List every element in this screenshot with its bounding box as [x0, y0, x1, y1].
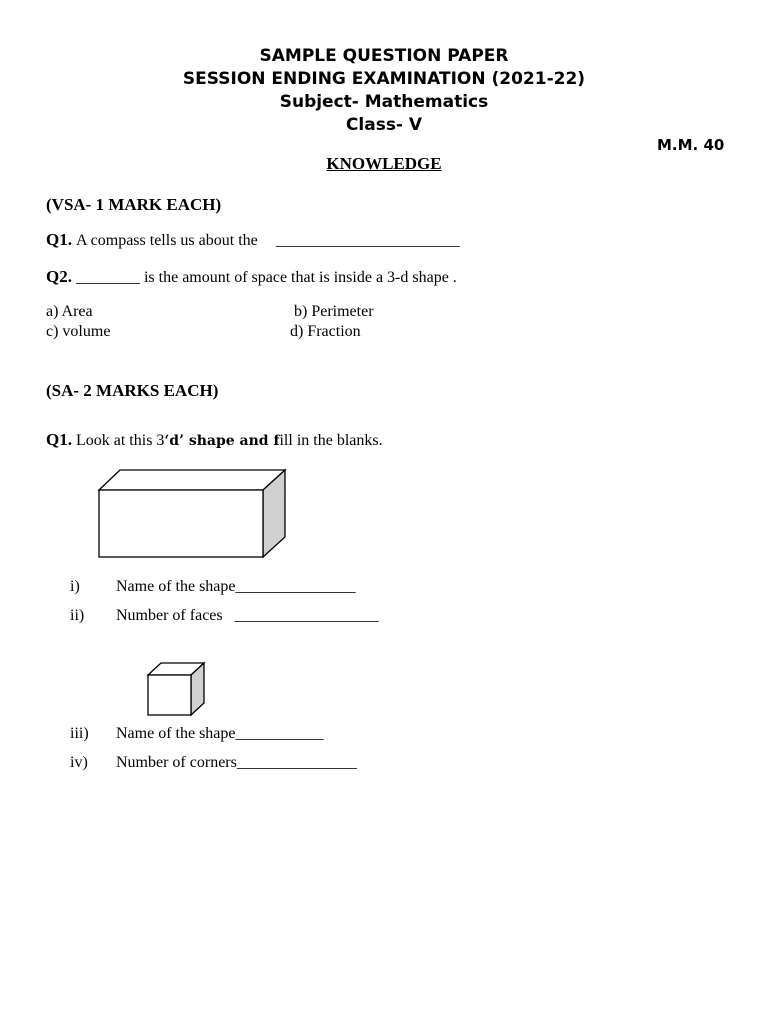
item-ii — [116, 607, 379, 625]
sa-heading: (SA- 2 MARKS EACH) — [46, 381, 219, 400]
question-text: is the amount of space that is inside a 3-d shape . — [143, 269, 457, 286]
item-i-number: i) — [70, 578, 80, 595]
question-text-end: ill in the blanks. — [279, 432, 383, 449]
answer-blank: _______________________ — [275, 232, 460, 249]
option-c: c) volume — [46, 323, 111, 340]
answer-blank: __________________ — [234, 607, 379, 624]
answer-blank: _______________ — [235, 578, 356, 595]
item-ii-number: ii) — [70, 607, 85, 624]
answer-blank: ___________ — [235, 725, 324, 742]
option-b: b) Perimeter — [294, 303, 374, 320]
answer-blank: ________ — [75, 269, 140, 286]
cuboid-top-face — [99, 470, 285, 490]
item-iii-number: iii) — [70, 725, 89, 742]
question-text: A compass tells us about the — [75, 232, 258, 249]
knowledge-heading: KNOWLEDGE — [326, 154, 442, 173]
cuboid-figure — [96, 468, 288, 561]
item-label: Number of corners — [116, 754, 237, 771]
question-number: Q2. — [46, 267, 72, 286]
subject-line: Subject- Mathematics — [279, 92, 489, 112]
vsa-question-1 — [46, 230, 460, 250]
item-iv — [116, 754, 357, 772]
item-iii — [116, 725, 324, 743]
question-text-bold: ‘d’ shape and f — [164, 433, 280, 449]
item-label: Name of the shape — [116, 725, 236, 742]
cube-front-face — [148, 675, 191, 715]
vsa-question-2 — [46, 267, 457, 287]
exam-title: SESSION ENDING EXAMINATION (2021-22) — [182, 69, 586, 89]
class-line: Class- V — [345, 115, 423, 135]
option-d: d) Fraction — [290, 323, 361, 340]
item-label: Name of the shape — [116, 578, 236, 595]
paper-title: SAMPLE QUESTION PAPER — [259, 46, 509, 66]
question-number: Q1. — [46, 230, 72, 249]
item-iv-number: iv) — [70, 754, 88, 771]
vsa-heading: (VSA- 1 MARK EACH) — [46, 195, 222, 214]
answer-blank: _______________ — [236, 754, 357, 771]
sa-question-1 — [46, 430, 383, 450]
item-label: Number of faces — [116, 607, 223, 624]
max-marks: M.M. 40 — [657, 136, 725, 154]
option-a: a) Area — [46, 303, 93, 320]
cube-figure — [146, 661, 208, 718]
question-number: Q1. — [46, 430, 72, 449]
cuboid-front-face — [99, 490, 263, 557]
item-i — [116, 578, 356, 596]
question-text-start: Look at this 3 — [75, 432, 165, 449]
